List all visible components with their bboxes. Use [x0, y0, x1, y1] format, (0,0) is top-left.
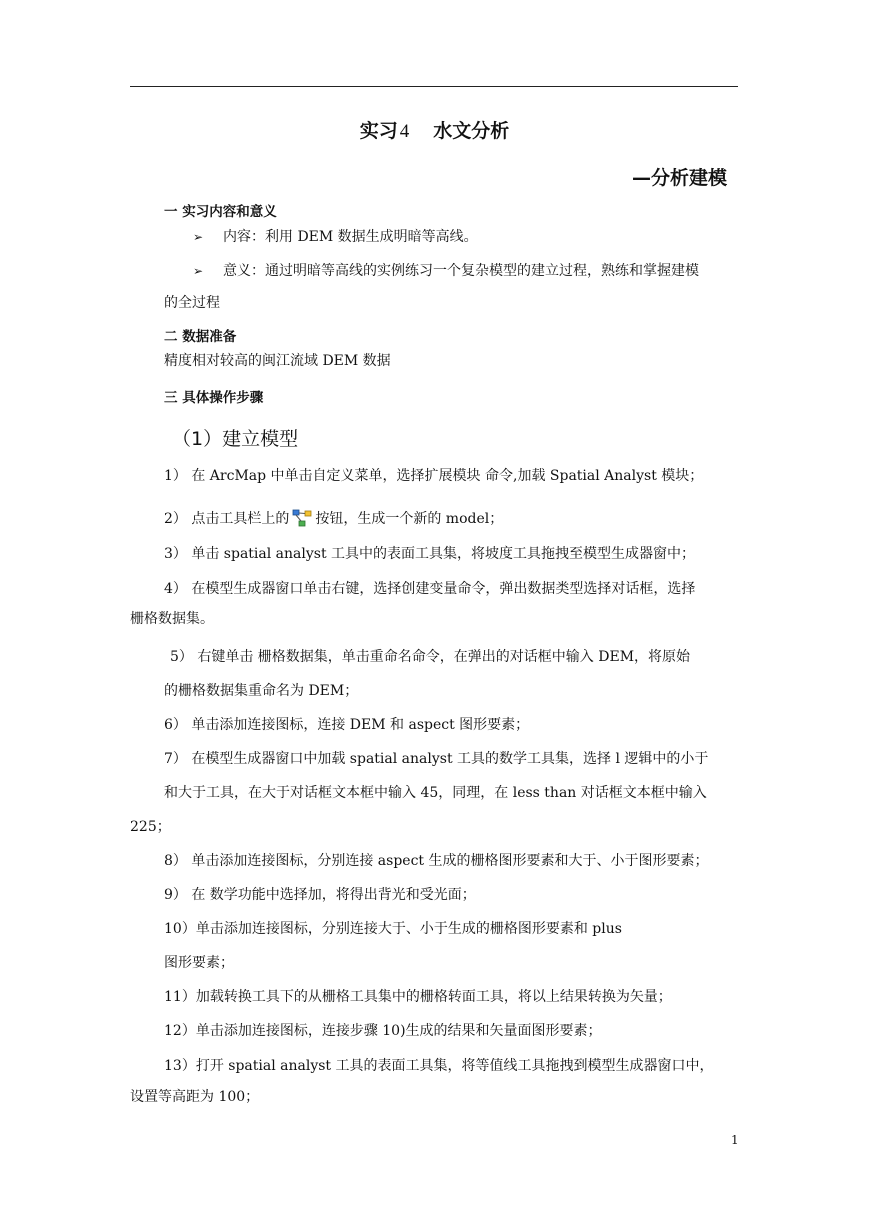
- step-13-line2: 设置等高距为 100；: [130, 1089, 260, 1105]
- step-5-line2: 的栅格数据集重命名为 DEM；: [164, 683, 359, 699]
- step-4-line1: 4） 在模型生成器窗口单击右键，选择创建变量命令，弹出数据类型选择对话框，选择: [164, 581, 696, 597]
- step-1: 1） 在 ArcMap 中单击自定义菜单，选择扩展模块 命令,加载 Spatial Analyst 模块；: [164, 468, 704, 484]
- step-8: 8） 单击添加连接图标，分别连接 aspect 生成的栅格图形要素和大于、小于图形要素；: [164, 853, 709, 869]
- page-subtitle: —分析建模: [631, 167, 727, 189]
- subheading-build-model: （1）建立模型: [172, 428, 299, 450]
- bullet-meaning-cont: 的全过程: [164, 295, 220, 311]
- step-10-line2: 图形要素；: [164, 955, 234, 971]
- step-7-line3: 225；: [130, 819, 171, 835]
- section-heading-1: 一 实习内容和意义: [164, 204, 277, 220]
- step-7-line1: 7） 在模型生成器窗口中加载 spatial analyst 工具的数学工具集，选择 l 逻辑中的小于: [164, 751, 709, 767]
- step-2: 2） 点击工具栏上的 按钮，生成一个新的 model；: [164, 511, 504, 527]
- bullet-meaning: ➢ 意义：通过明暗等高线的实例练习一个复杂模型的建立过程，熟练和掌握建模: [193, 263, 699, 279]
- step-11: 11）加载转换工具下的从栅格工具集中的栅格转面工具，将以上结果转换为矢量；: [164, 989, 672, 1005]
- step-9: 9） 在 数学功能中选择加，将得出背光和受光面；: [164, 887, 476, 903]
- step-5-line1: 5） 右键单击 栅格数据集，单击重命名命令，在弹出的对话框中输入 DEM，将原始: [170, 649, 691, 665]
- data-prep-text: 精度相对较高的闽江流域 DEM 数据: [164, 353, 391, 369]
- page-title: 实习 4 水文分析: [359, 120, 510, 142]
- header-rule: [130, 86, 738, 87]
- step-12: 12）单击添加连接图标，连接步骤 10)生成的结果和矢量面图形要素；: [164, 1023, 602, 1039]
- step-13-line1: 13）打开 spatial analyst 工具的表面工具集，将等值线工具拖拽到模型生成器窗口中，: [164, 1058, 714, 1074]
- bullet-content: ➢ 内容：利用 DEM 数据生成明暗等高线。: [193, 229, 478, 245]
- step-7-line2: 和大于工具，在大于对话框文本框中输入 45，同理，在 less than 对话框文本框中输入: [164, 785, 707, 801]
- step-4-line2: 栅格数据集。: [130, 611, 214, 627]
- step-6: 6） 单击添加连接图标，连接 DEM 和 aspect 图形要素；: [164, 717, 530, 733]
- section-heading-2: 二 数据准备: [164, 329, 237, 345]
- step-10-line1: 10）单击添加连接图标，分别连接大于、小于生成的栅格图形要素和 plus: [164, 921, 622, 937]
- model-builder-icon: [291, 509, 313, 529]
- step-3: 3） 单击 spatial analyst 工具中的表面工具集，将坡度工具拖拽至模型生成器窗中；: [164, 546, 696, 562]
- arrow-bullet-icon: ➢: [193, 264, 204, 278]
- arrow-bullet-icon: ➢: [193, 230, 204, 244]
- page-number: 1: [731, 1133, 739, 1147]
- section-heading-3: 三 具体操作步骤: [164, 390, 264, 406]
